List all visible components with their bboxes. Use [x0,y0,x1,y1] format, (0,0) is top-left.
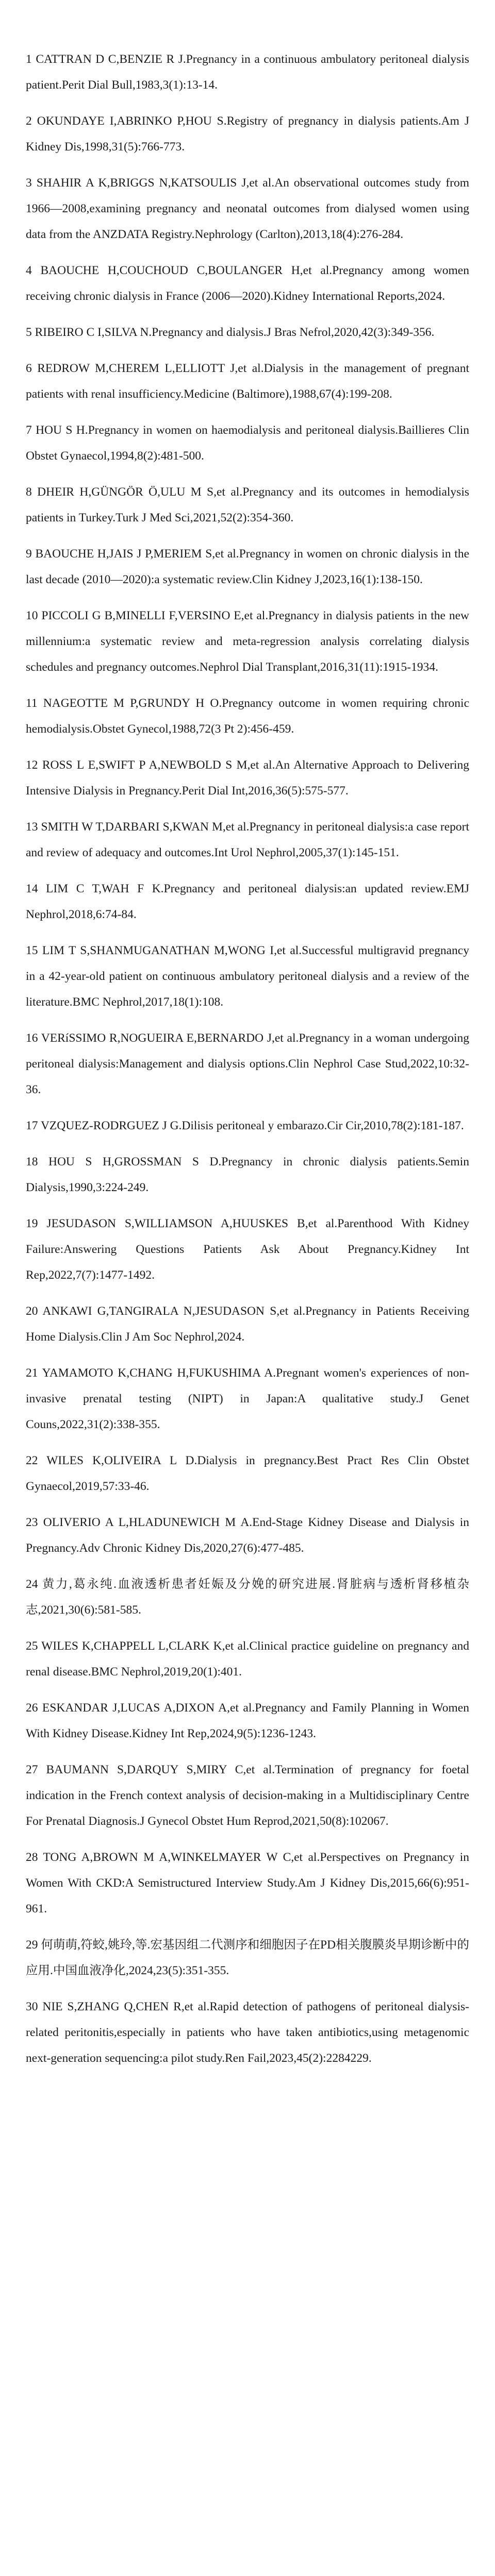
reference-item-18: 18 HOU S H,GROSSMAN S D.Pregnancy in chronic dialysis patients.Semin Dialysis,1990,3:224-249. [26,1155,469,1194]
reference-item-23: 23 OLIVERIO A L,HLADUNEWICH M A.End-Stage Kidney Disease and Dialysis in Pregnancy.Adv Chronic Kidney Dis,2020,27(6):477-485. [26,1516,469,1555]
reference-item-30: 30 NIE S,ZHANG Q,CHEN R,et al.Rapid detection of pathogens of peritoneal dialysis-related peritonitis,especially in patients who have taken antibiotics,using metagenomic next-generation sequencing:a pilot study.Ren Fail,2023,45(2):2284229. [26,2000,469,2065]
reference-item-21: 21 YAMAMOTO K,CHANG H,FUKUSHIMA A.Pregnant women's experiences of non-invasive prenatal testing (NIPT) in Japan:A qualitative study.J Genet Couns,2022,31(2):338-355. [26,1366,469,1431]
reference-item-8: 8 DHEIR H,GÜNGÖR Ö,ULU M S,et al.Pregnancy and its outcomes in hemodialysis patients in Turkey.Turk J Med Sci,2021,52(2):354-360. [26,485,469,524]
reference-item-1: 1 CATTRAN D C,BENZIE R J.Pregnancy in a continuous ambulatory peritoneal dialysis patient.Perit Dial Bull,1983,3(1):13-14. [26,53,469,92]
reference-item-13: 13 SMITH W T,DARBARI S,KWAN M,et al.Pregnancy in peritoneal dialysis:a case report and review of adequacy and outcomes.Int Urol Nephrol,2005,37(1):145-151. [26,820,469,859]
reference-item-14: 14 LIM C T,WAH F K.Pregnancy and peritoneal dialysis:an updated review.EMJ Nephrol,2018,6:74-84. [26,882,469,921]
reference-item-28: 28 TONG A,BROWN M A,WINKELMAYER W C,et al.Perspectives on Pregnancy in Women With CKD:A Semistructured Interview Study.Am J Kidney Dis,2015,66(6):951-961. [26,1851,469,1916]
reference-item-24: 24 黄力,葛永纯.血液透析患者妊娠及分娩的研究进展.肾脏病与透析肾移植杂志,2021,30(6):581-585. [26,1578,469,1617]
reference-item-7: 7 HOU S H.Pregnancy in women on haemodialysis and peritoneal dialysis.Baillieres Clin Obstet Gynaecol,1994,8(2):481-500. [26,423,469,463]
reference-item-11: 11 NAGEOTTE M P,GRUNDY H O.Pregnancy outcome in women requiring chronic hemodialysis.Obstet Gynecol,1988,72(3 Pt 2):456-459. [26,697,469,736]
reference-item-4: 4 BAOUCHE H,COUCHOUD C,BOULANGER H,et al.Pregnancy among women receiving chronic dialysis in France (2006—2020).Kidney International Reports,2024. [26,264,469,303]
reference-item-29: 29 何萌萌,符蛟,姚玲,等.宏基因组二代测序和细胞因子在PD相关腹膜炎早期诊断中的应用.中国血液净化,2024,23(5):351-355. [26,1938,469,1977]
reference-item-17: 17 VZQUEZ-RODRGUEZ J G.Dilisis peritoneal y embarazo.Cir Cir,2010,78(2):181-187. [26,1119,464,1132]
reference-item-16: 16 VERíSSIMO R,NOGUEIRA E,BERNARDO J,et al.Pregnancy in a woman undergoing peritoneal dialysis:Management and dialysis options.Clin Nephrol Case Stud,2022,10:32-36. [26,1031,469,1096]
reference-item-3: 3 SHAHIR A K,BRIGGS N,KATSOULIS J,et al.An observational outcomes study from 1966—2008,examining pregnancy and neonatal outcomes from dialysed women using data from the ANZDATA Registry.Nephrology (Carlton),2013,18(4):276-284. [26,176,469,241]
reference-item-22: 22 WILES K,OLIVEIRA L D.Dialysis in pregnancy.Best Pract Res Clin Obstet Gynaecol,2019,57:33-46. [26,1454,469,1493]
reference-item-25: 25 WILES K,CHAPPELL L,CLARK K,et al.Clinical practice guideline on pregnancy and renal disease.BMC Nephrol,2019,20(1):401. [26,1639,469,1679]
reference-item-27: 27 BAUMANN S,DARQUY S,MIRY C,et al.Termination of pregnancy for foetal indication in the French context analysis of decision-making in a Multidisciplinary Centre For Prenatal Diagnosis.J Gynecol Obstet Hum Reprod,2021,50(8):102067. [26,1763,469,1828]
reference-item-6: 6 REDROW M,CHEREM L,ELLIOTT J,et al.Dialysis in the management of pregnant patients with renal insufficiency.Medicine (Baltimore),1988,67(4):199-208. [26,362,469,401]
reference-item-10: 10 PICCOLI G B,MINELLI F,VERSINO E,et al.Pregnancy in dialysis patients in the new millennium:a systematic review and meta-regression analysis correlating dialysis schedules and pregnancy outcomes.Nephrol Dial Transplant,2016,31(11):1915-1934. [26,609,469,674]
reference-item-12: 12 ROSS L E,SWIFT P A,NEWBOLD S M,et al.An Alternative Approach to Delivering Intensive Dialysis in Pregnancy.Perit Dial Int,2016,36(5):575-577. [26,758,469,798]
reference-item-5: 5 RIBEIRO C I,SILVA N.Pregnancy and dialysis.J Bras Nefrol,2020,42(3):349-356. [26,326,435,339]
reference-item-26: 26 ESKANDAR J,LUCAS A,DIXON A,et al.Pregnancy and Family Planning in Women With Kidney Disease.Kidney Int Rep,2024,9(5):1236-1243. [26,1701,469,1740]
reference-item-15: 15 LIM T S,SHANMUGANATHAN M,WONG I,et al.Successful multigravid pregnancy in a 42-year-old patient on continuous ambulatory peritoneal dialysis and a review of the literature.BMC Nephrol,2017,18(1):108. [26,944,469,1009]
reference-item-2: 2 OKUNDAYE I,ABRINKO P,HOU S.Registry of pregnancy in dialysis patients.Am J Kidney Dis,1998,31(5):766-773. [26,114,469,154]
reference-item-9: 9 BAOUCHE H,JAIS J P,MERIEM S,et al.Pregnancy in women on chronic dialysis in the last decade (2010—2020):a systematic review.Clin Kidney J,2023,16(1):138-150. [26,547,469,586]
reference-list [26,46,469,2071]
reference-item-20: 20 ANKAWI G,TANGIRALA N,JESUDASON S,et al.Pregnancy in Patients Receiving Home Dialysis.Clin J Am Soc Nephrol,2024. [26,1304,469,1344]
reference-item-19: 19 JESUDASON S,WILLIAMSON A,HUUSKES B,et al.Parenthood With Kidney Failure:Answering Questions Patients Ask About Pregnancy.Kidney Int Rep,2022,7(7):1477-1492. [26,1217,469,1282]
